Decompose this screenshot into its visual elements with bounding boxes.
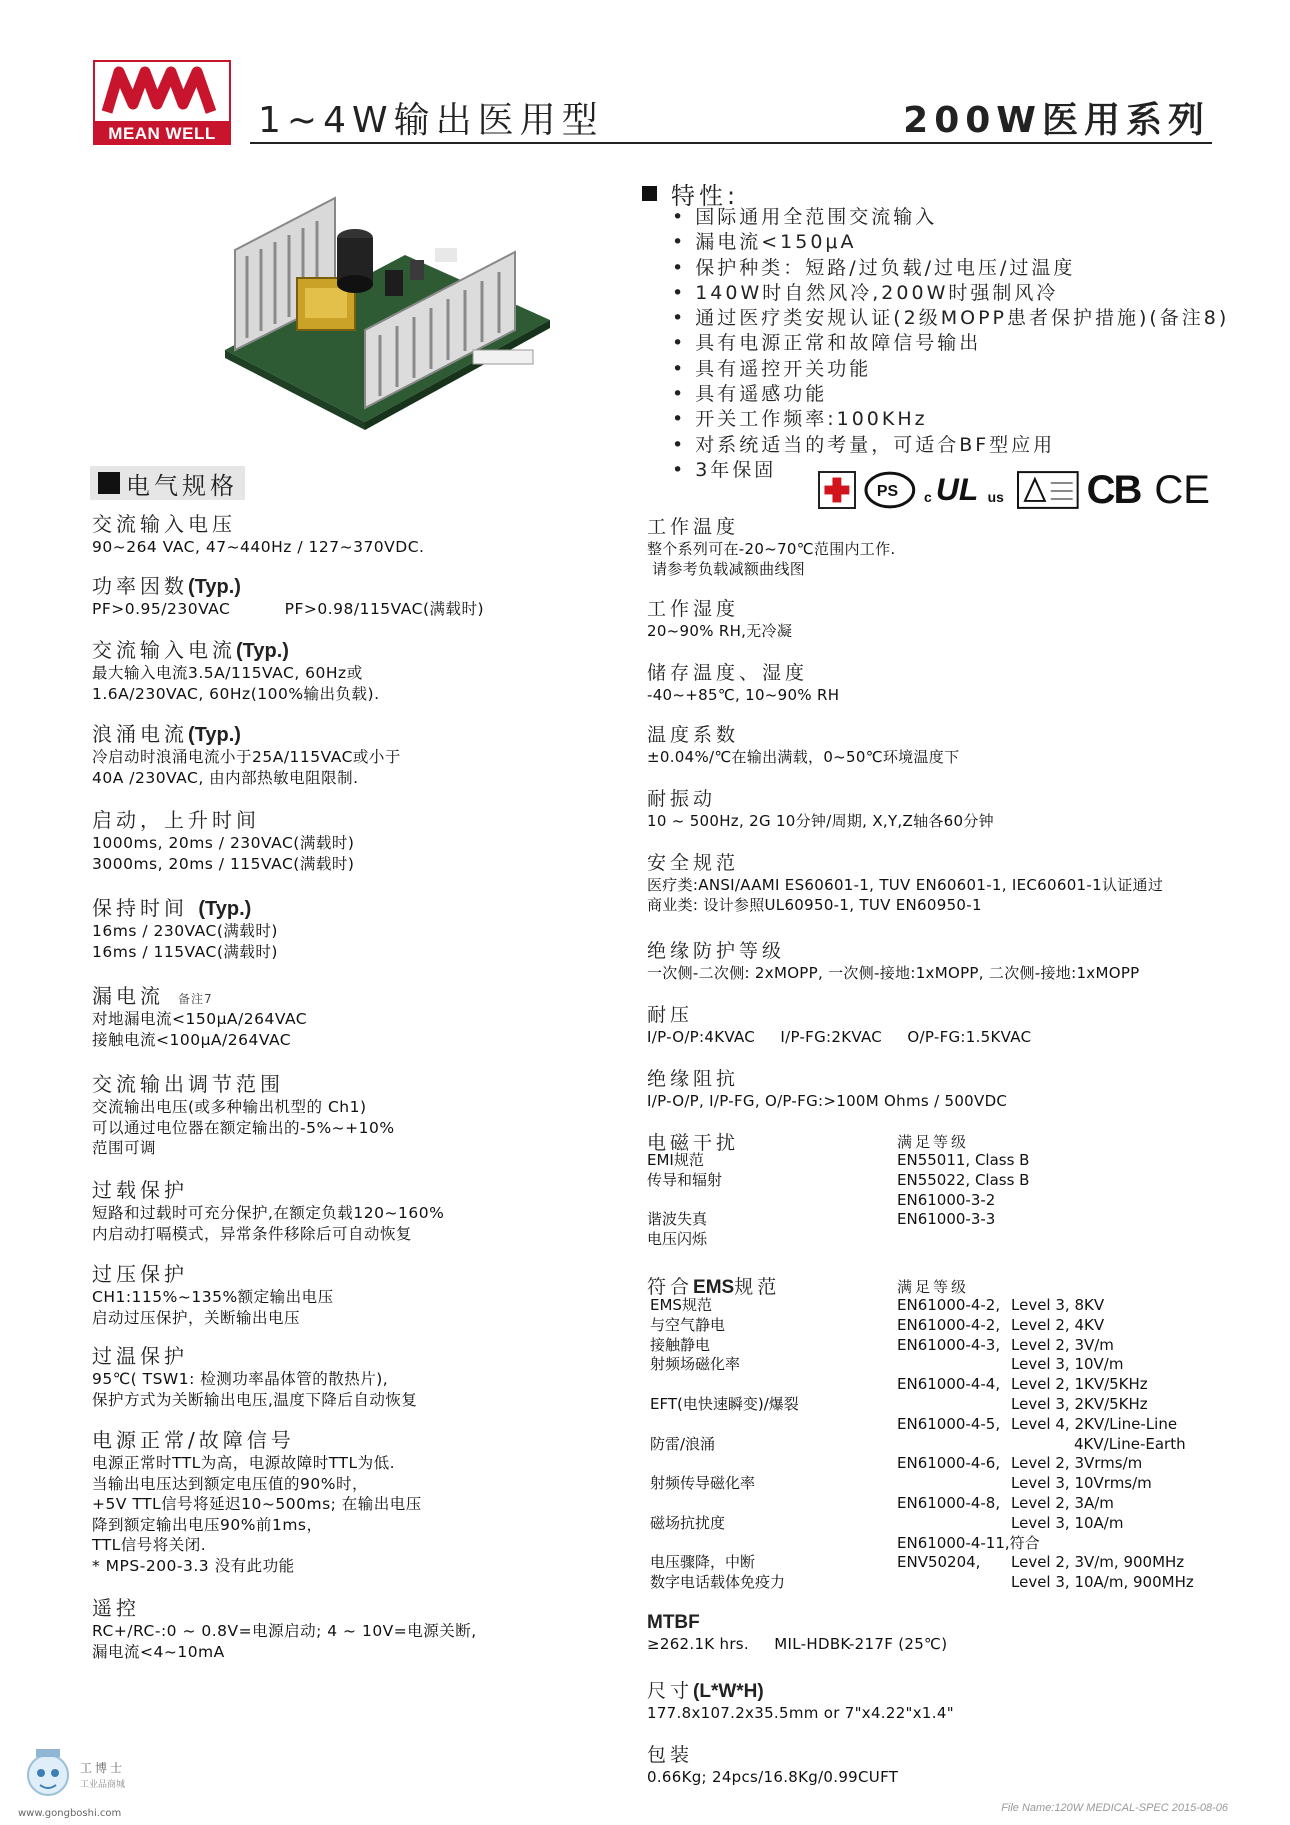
spec-line: 冷启动时浪涌电流小于25A/115VAC或小于: [92, 748, 401, 766]
env-title: 安全规范: [647, 852, 740, 874]
bullet-square-icon: [642, 186, 657, 201]
spec-title: 浪涌电流: [92, 722, 188, 746]
emi-right-line: EN55011, Class B: [897, 1151, 1030, 1169]
ems-left-line: 射频场磁化率: [650, 1355, 741, 1374]
spec-title-bold: (Typ.): [188, 576, 241, 598]
certification-marks: [818, 467, 1210, 512]
spec-leakage-current: [92, 980, 307, 1050]
electrical-spec-heading: [90, 466, 245, 500]
section-heading-label: 电气规格: [126, 471, 238, 500]
ems-std-line: EN61000-4-6,: [897, 1454, 1001, 1473]
feature-item: • 具有遥控开关功能: [672, 357, 1229, 382]
ems-level-line: Level 2, 1KV/5KHz: [1011, 1375, 1148, 1394]
ems-std-line: EN61000-4-2,: [897, 1315, 1001, 1334]
emi-right-line: EN61000-3-2: [897, 1190, 996, 1209]
emi-left-line: EMI规范: [647, 1151, 704, 1169]
spec-title: 遥控: [92, 1596, 140, 1620]
spec-title: 交流输入电流: [92, 638, 236, 662]
ems-left-line: EMS规范: [650, 1296, 712, 1314]
spec-line: 降到额定输出电压90%前1ms，: [92, 1515, 323, 1534]
spec-title: 交流输入电压: [92, 512, 236, 536]
spec-title: 过载保护: [92, 1178, 188, 1202]
spec-line: 95℃( TSW1: 检测功率晶体管的散热片),: [92, 1370, 389, 1388]
svg-text:us: us: [987, 488, 1004, 505]
robot-mascot-icon: [18, 1745, 82, 1805]
ems-level-line: Level 2, 3A/m: [1011, 1493, 1114, 1512]
ems-level-line: Level 2, 3V/m, 900MHz: [1011, 1553, 1185, 1572]
emi-right-line: EN55022, Class B: [897, 1170, 1030, 1189]
ems-left-line: EFT(电快速瞬变)/爆裂: [650, 1394, 799, 1413]
spec-line: 交流输出电压(或多种输出机型的 Ch1): [92, 1098, 367, 1116]
watermark: [18, 1745, 158, 1815]
package-section: [647, 1740, 898, 1787]
spec-title: 启动，上升时间: [92, 808, 260, 832]
ems-level-line: Level 3, 8KV: [1011, 1296, 1105, 1314]
ems-std-line: EN61000-4-2,: [897, 1296, 1001, 1314]
env-operating-humidity: [647, 594, 792, 641]
ems-std-line: EN61000-4-3,: [897, 1335, 1001, 1354]
env-line: 整个系列可在-20~70℃范围内工作.: [647, 540, 896, 558]
package-line: 0.66Kg; 24pcs/16.8Kg/0.99CUFT: [647, 1768, 899, 1786]
spec-line: +5V TTL信号将延迟10~500ms; 在输出电压: [92, 1495, 422, 1513]
ems-col-head: 满足等级: [897, 1278, 970, 1296]
ems-section: [647, 1272, 780, 1299]
ce-icon: CE: [1154, 467, 1210, 512]
site-url: www.gongboshi.com: [18, 1808, 122, 1819]
env-line: 商业类: 设计参照UL60950-1, TUV EN60950-1: [647, 896, 982, 914]
watermark-name: 工博士: [80, 1761, 126, 1775]
env-line: -40~+85℃, 10~90% RH: [647, 686, 840, 704]
emi-left-line: [647, 1191, 722, 1211]
spec-title-bold: (Typ.): [188, 724, 241, 746]
ems-left-line: [650, 1415, 799, 1435]
ems-left-line: [650, 1494, 799, 1514]
spec-line: 16ms / 115VAC(满载时): [92, 942, 278, 961]
env-line: 一次侧-二次侧: 2xMOPP, 一次侧-接地:1xMOPP, 二次侧-接地:1xMOPP: [647, 964, 1140, 982]
emi-left-line: 电压闪烁: [647, 1230, 708, 1249]
feature-item: • 具有遥感功能: [672, 382, 1229, 407]
ems-title-end: 规范: [734, 1276, 781, 1298]
ems-level-line: Level 3, 10Vrms/m: [1011, 1474, 1152, 1493]
size-title: 尺寸: [647, 1680, 694, 1702]
spec-line: 内启动打嗝模式，异常条件移除后可自动恢复: [92, 1224, 413, 1243]
file-name: File Name:120W MEDICAL-SPEC 2015-08-06: [1001, 1802, 1228, 1814]
feature-item: • 保护种类：短路/过负载/过电压/过温度: [672, 256, 1229, 281]
size-title-bold: (L*W*H): [693, 1681, 764, 1702]
ems-left-line: 接触静电: [650, 1335, 711, 1354]
spec-line: 40A /230VAC, 由内部热敏电阻限制.: [92, 768, 359, 787]
ems-std-line: EN61000-4-11,符合: [897, 1533, 1040, 1552]
spec-line: 1.6A/230VAC, 60Hz(100%输出负载).: [92, 684, 380, 703]
series-title: 200W医用系列: [903, 100, 1210, 141]
emi-left-line: 传导和辐射: [647, 1170, 723, 1189]
spec-line: 保护方式为关断输出电压,温度下降后自动恢复: [92, 1390, 418, 1409]
env-vibration: [647, 784, 994, 831]
brand-name: MEAN WELL: [93, 123, 231, 145]
env-line: ±0.04%/℃在输出满载，0~50℃环境温度下: [647, 748, 960, 766]
features-list: [672, 205, 1229, 483]
spec-overtemp-protection: [92, 1340, 417, 1410]
spec-line: 接触电流<100μA/264VAC: [92, 1030, 292, 1049]
spec-title: 漏电流: [92, 984, 164, 1008]
spec-title: 功率因数: [92, 574, 188, 598]
bullet-square-icon: [98, 472, 120, 494]
spec-output-adjust-range: [92, 1068, 395, 1159]
ems-std-line: EN61000-4-8,: [897, 1493, 1001, 1512]
spec-line: 范围可调: [92, 1139, 157, 1157]
env-line: 20~90% RH,无冷凝: [647, 622, 793, 640]
ems-left-line: [650, 1534, 799, 1554]
env-operating-temp: [647, 512, 895, 579]
spec-line: 16ms / 230VAC(满载时): [92, 922, 278, 940]
spec-line: CH1:115%~135%额定输出电压: [92, 1288, 334, 1306]
spec-hold-up-time: [92, 892, 278, 962]
header-divider: [250, 142, 1212, 144]
spec-ac-input-current: [92, 634, 380, 704]
emi-right-line: EN61000-3-3: [897, 1210, 996, 1229]
env-line: 医疗类:ANSI/AAMI ES60601-1, TUV EN60601-1, IEC60601-1认证通过: [647, 876, 1164, 894]
spec-line: 可以通过电位器在额定输出的-5%~+10%: [92, 1118, 395, 1137]
ems-level-line: Level 3, 10A/m: [1011, 1513, 1124, 1532]
ems-level-line: 4KV/Line-Earth: [1074, 1434, 1186, 1453]
spec-ac-input-voltage: [92, 508, 424, 558]
feature-item: • 具有电源正常和故障信号输出: [672, 331, 1229, 356]
spec-power-factor: [92, 570, 484, 620]
spec-line: TTL信号将关闭.: [92, 1536, 207, 1554]
spec-line: PF>0.95/230VAC PF>0.98/115VAC(满载时): [92, 600, 485, 618]
spec-overvoltage-protection: [92, 1258, 334, 1328]
spec-line: 90~264 VAC, 47~440Hz / 127~370VDC.: [92, 538, 425, 556]
feature-item: • 对系统适当的考量，可适合BF型应用: [672, 433, 1229, 458]
env-line: I/P-O/P, I/P-FG, O/P-FG:>100M Ohms / 500VDC: [647, 1092, 1008, 1110]
env-safety-standards: [647, 848, 1163, 915]
feature-item: • 国际通用全范围交流输入: [672, 205, 1229, 230]
ems-level-line: Level 2, 4KV: [1011, 1315, 1105, 1334]
ems-std-line: EN61000-4-5,: [897, 1414, 1001, 1433]
mtbf-title: MTBF: [647, 1612, 700, 1633]
emi-left-col: [647, 1151, 722, 1250]
spec-line: * MPS-200-3.3 没有此功能: [92, 1556, 295, 1575]
emi-col-head: 满足等级: [897, 1133, 970, 1151]
spec-overload-protection: [92, 1174, 444, 1244]
emi-left-line: 谐波失真: [647, 1210, 708, 1229]
spec-line: 1000ms, 20ms / 230VAC(满载时): [92, 834, 355, 852]
spec-title: 电源正常/故障信号: [92, 1428, 295, 1452]
ems-left-line: [650, 1454, 799, 1474]
spec-title-bold: (Typ.): [236, 640, 289, 662]
ems-left-line: 与空气静电: [650, 1315, 726, 1334]
ems-level-line: [1011, 1534, 1194, 1554]
spec-note: 备注7: [178, 992, 213, 1006]
mean-well-logo: [93, 60, 231, 145]
mtbf-line: ≥262.1K hrs. MIL-HDBK-217F (25℃): [647, 1635, 948, 1653]
env-line: 请参考负载减额曲线图: [647, 560, 806, 578]
spec-line: RC+/RC-:0 ~ 0.8V=电源启动; 4 ~ 10V=电源关断,: [92, 1622, 477, 1640]
env-withstand-voltage: [647, 1000, 1031, 1047]
ems-left-line: 数字电话载体免疫力: [650, 1573, 786, 1592]
spec-title-bold: (Typ.): [198, 898, 252, 920]
feature-item: • 140W时自然风冷,200W时强制风冷: [672, 281, 1229, 306]
ems-left-line: 磁场抗扰度: [650, 1513, 726, 1532]
ems-level-line: Level 2, 3V/m: [1011, 1335, 1114, 1354]
emi-right-col: [897, 1151, 1029, 1230]
emi-title: 电磁干扰: [647, 1132, 740, 1154]
ems-left-line: 防雷/浪涌: [650, 1434, 716, 1453]
spec-line: 漏电流<4~10mA: [92, 1642, 225, 1661]
ems-left-line: 电压骤降，中断: [650, 1553, 756, 1572]
watermark-sub: 工业品商城: [80, 1780, 126, 1790]
spec-inrush-current: [92, 718, 401, 788]
spec-title: 过温保护: [92, 1344, 188, 1368]
spec-power-good-signal: [92, 1424, 422, 1576]
env-line: I/P-O/P:4KVAC I/P-FG:2KVAC O/P-FG:1.5KVAC: [647, 1028, 1032, 1046]
mw-logo-mark: [93, 60, 231, 123]
spec-line: 短路和过载时可充分保护,在额定负载120~160%: [92, 1204, 445, 1222]
ems-level-line: Level 3, 2KV/5KHz: [1011, 1394, 1148, 1413]
cul-us-icon: [924, 470, 1010, 510]
env-title: 耐压: [647, 1004, 694, 1026]
spec-line: 当输出电压达到额定电压值的90%时，: [92, 1474, 368, 1493]
tuv-icon: [1017, 471, 1079, 509]
features-heading-label: 特性:: [671, 182, 740, 210]
feature-item: • 漏电流<150μA: [672, 230, 1229, 255]
product-photo: [215, 160, 555, 430]
env-line: 10 ~ 500Hz, 2G 10分钟/周期, X,Y,Z轴各60分钟: [647, 812, 994, 830]
feature-item: • 开关工作频率:100KHz: [672, 407, 1229, 432]
spec-line: 对地漏电流<150μA/264VAC: [92, 1010, 308, 1028]
env-temp-coefficient: [647, 720, 959, 767]
env-title: 耐振动: [647, 788, 717, 810]
spec-line: 启动过压保护，关断输出电压: [92, 1308, 301, 1327]
mtbf-section: [647, 1612, 947, 1654]
env-storage: [647, 658, 839, 705]
ems-level-col: [1011, 1296, 1194, 1593]
ems-level-line: Level 2, 3Vrms/m: [1011, 1454, 1143, 1473]
spec-line: 3000ms, 20ms / 115VAC(满载时): [92, 854, 355, 873]
pse-icon: [864, 471, 916, 509]
feature-item: • 通过医疗类安规认证(2级MOPP患者保护措施)(备注8): [672, 306, 1229, 331]
spec-title: 保持时间: [92, 896, 199, 920]
ems-left-line: 射频传导磁化率: [650, 1474, 756, 1493]
spec-line: 电源正常时TTL为高，电源故障时TTL为低.: [92, 1454, 396, 1472]
env-title: 绝缘防护等级: [647, 940, 786, 962]
spec-title: 过压保护: [92, 1262, 188, 1286]
package-title: 包装: [647, 1744, 694, 1766]
svg-text:UL: UL: [935, 470, 978, 507]
ems-std-line: EN61000-4-4,: [897, 1375, 1001, 1394]
cb-icon: CB: [1086, 467, 1141, 512]
spec-title: 交流输出调节范围: [92, 1072, 284, 1096]
ems-title: 符合: [647, 1276, 694, 1298]
medical-cross-icon: [818, 471, 856, 509]
spec-startup-rise-time: [92, 804, 354, 874]
env-title: 绝缘阻抗: [647, 1068, 740, 1090]
svg-text:c: c: [923, 488, 932, 505]
spec-remote-control: [92, 1592, 477, 1662]
env-title: 工作湿度: [647, 598, 740, 620]
svg-text:PS: PS: [876, 482, 898, 500]
ems-level-line: Level 3, 10V/m: [1011, 1355, 1124, 1374]
ems-level-line: Level 3, 10A/m, 900MHz: [1011, 1573, 1194, 1592]
env-title: 储存温度、湿度: [647, 662, 809, 684]
feature-item: • 3年保固: [672, 458, 1229, 483]
env-isolation-resistance: [647, 1064, 1007, 1111]
page-title: 1~4W输出医用型: [258, 100, 604, 141]
ems-left-line: [650, 1375, 799, 1395]
ems-level-line: Level 4, 2KV/Line-Line: [1011, 1414, 1178, 1433]
ems-left-col: [650, 1296, 799, 1593]
spec-line: 最大输入电流3.5A/115VAC, 60Hz或: [92, 664, 363, 682]
ems-title-bold: EMS: [693, 1277, 735, 1298]
size-line: 177.8x107.2x35.5mm or 7"x4.22"x1.4": [647, 1704, 954, 1722]
ems-std-line: ENV50204,: [897, 1553, 981, 1572]
env-title: 温度系数: [647, 724, 740, 746]
env-title: 工作温度: [647, 516, 740, 538]
env-isolation-level: [647, 936, 1140, 983]
size-section: [647, 1676, 954, 1723]
